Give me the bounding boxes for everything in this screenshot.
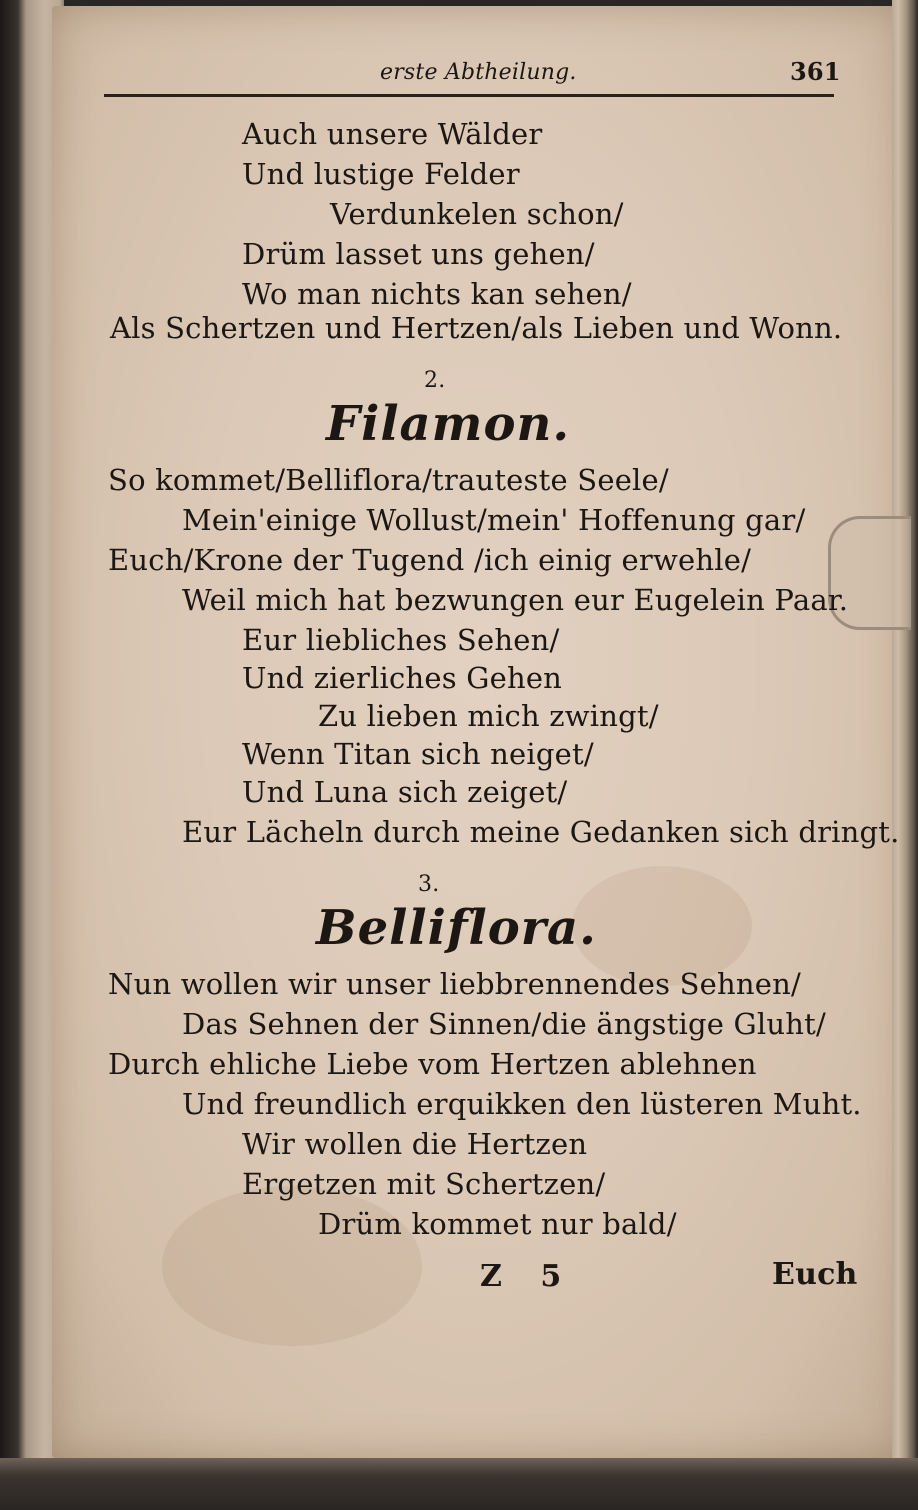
verse-line: Auch unsere Wälder [242, 117, 543, 151]
verse-line: Wo man nichts kan sehen/ [242, 277, 632, 311]
verse-line: Ergetzen mit Schertzen/ [242, 1167, 606, 1201]
verse-line: Drüm lasset uns gehen/ [242, 237, 595, 271]
running-head: erste Abtheilung. [380, 60, 577, 85]
signature-mark: Z 5 [480, 1259, 576, 1294]
header-rule [104, 94, 834, 97]
stanza-number: 2. [424, 368, 446, 393]
stanza-number: 3. [418, 872, 440, 897]
speaker-heading: Belliflora. [316, 900, 597, 956]
verse-line: Euch/Krone der Tugend /ich einig erwehle/ [108, 543, 752, 577]
verse-line: Und zierliches Gehen [242, 661, 563, 695]
verse-line: Drüm kommet nur bald/ [318, 1207, 677, 1241]
verse-line: Eur liebliches Sehen/ [242, 623, 560, 657]
catchword: Euch [772, 1257, 858, 1292]
verse-line: Als Schertzen und Hertzen/als Lieben und Wonn. [110, 311, 843, 345]
verse-line: So kommet/Belliflora/trauteste Seele/ [108, 463, 669, 497]
verse-line: Nun wollen wir unser liebbrennendes Sehnen/ [108, 967, 801, 1001]
speaker-heading: Filamon. [326, 396, 571, 452]
verse-line: Und lustige Felder [242, 157, 520, 191]
verse-line: Eur Lächeln durch meine Gedanken sich dringt. [182, 815, 900, 849]
verse-line: Das Sehnen der Sinnen/die ängstige Gluht/ [182, 1007, 826, 1041]
verse-line: Verdunkelen schon/ [330, 197, 624, 231]
verse-line: Wenn Titan sich neiget/ [242, 737, 594, 771]
verse-line: Und freundlich erquikken den lüsteren Muht. [182, 1087, 862, 1121]
verse-line: Weil mich hat bezwungen eur Eugelein Paar. [182, 583, 849, 617]
page-number: 361 [790, 57, 841, 86]
verse-line: Und Luna sich zeiget/ [242, 775, 568, 809]
verse-line: Durch ehliche Liebe vom Hertzen ablehnen [108, 1047, 757, 1081]
verse-line: Mein'einige Wollust/mein' Hoffenung gar/ [182, 503, 806, 537]
verse-line: Zu lieben mich zwingt/ [318, 699, 659, 733]
verse-line: Wir wollen die Hertzen [242, 1127, 588, 1161]
